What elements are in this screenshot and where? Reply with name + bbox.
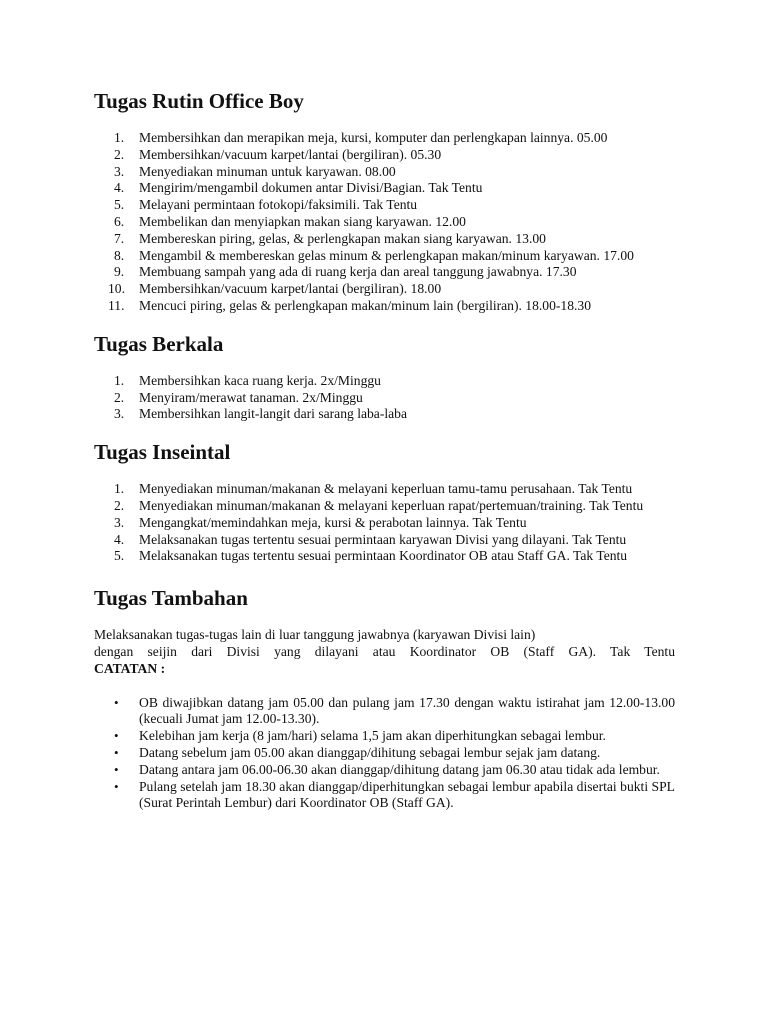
section-title-rutin: Tugas Rutin Office Boy [94, 89, 304, 113]
list-berkala [94, 373, 675, 423]
list-item: • Datang antara jam 06.00-06.30 akan dianggap/dihitung datang jam 06.30 atau tidak ada lembur. [114, 761, 660, 777]
list-item: 7. Membereskan piring, gelas, & perlengkapan makan siang karyawan. 13.00 [114, 230, 546, 246]
list-item: 4. Melaksanakan tugas tertentu sesuai permintaan karyawan Divisi yang dilayani. Tak Tentu [114, 531, 627, 547]
bullet-icon: • [114, 728, 119, 744]
section-title-inseintal: Tugas Inseintal [94, 440, 231, 465]
catatan-label: CATATAN : [94, 660, 166, 676]
list-item: 5. Melayani permintaan fotokopi/faksimili. Tak Tentu [114, 197, 418, 213]
section-title-berkala: Tugas Berkala [94, 331, 224, 356]
bullet-icon: • [114, 744, 119, 760]
notes-list [94, 695, 675, 813]
tambahan-line-2: dengan seijin dari Divisi yang dilayani atau Koordinator OB (Staff GA). Tak Tentu [94, 643, 675, 659]
list-item: • OB diwajibkan datang jam 05.00 dan pulang jam 17.30 dengan waktu istirahat jam 12.00-13.00 (kecuali Jumat jam 12.00-13.30). [114, 694, 675, 727]
list-item: 4. Mengirim/mengambil dokumen antar Divisi/Bagian. Tak Tentu [114, 180, 483, 196]
list-item: 3. Menyediakan minuman untuk karyawan. 08.00 [114, 163, 396, 179]
list-item: • Kelebihan jam kerja (8 jam/hari) selama 1,5 jam akan diperhitungkan sebagai lembur. [114, 728, 606, 744]
list-item: 1. Menyediakan minuman/makanan & melayani keperluan tamu-tamu perusahaan. Tak Tentu [114, 481, 633, 497]
list-item: 10. Membersihkan/vacuum karpet/lantai (bergiliran). 18.00 [108, 281, 442, 297]
list-inseintal [94, 481, 675, 565]
list-item: 6. Membelikan dan menyiapkan makan siang karyawan. 12.00 [114, 213, 466, 229]
list-item: 1. Membersihkan dan merapikan meja, kursi, komputer dan perlengkapan lainnya. 05.00 [114, 130, 608, 145]
list-item: • Datang sebelum jam 05.00 akan dianggap/dihitung sebagai lembur sejak jam datang. [114, 744, 601, 760]
list-item: 3. Mengangkat/memindahkan meja, kursi & perabotan lainnya. Tak Tentu [114, 514, 527, 530]
list-item: 11. Mencuci piring, gelas & perlengkapan makan/minum lain (bergiliran). 18.00-18.30 [108, 297, 591, 313]
document-page [94, 88, 675, 812]
list-item: 3. Membersihkan langit-langit dari sarang laba-laba [114, 406, 407, 422]
list-item: 5. Melaksanakan tugas tertentu sesuai permintaan Koordinator OB atau Staff GA. Tak Tentu [114, 548, 628, 564]
list-rutin [94, 130, 675, 315]
list-item: 8. Mengambil & membereskan gelas minum & perlengkapan makan/minum karyawan. 17.00 [114, 247, 634, 263]
list-item: 9. Membuang sampah yang ada di ruang kerja dan areal tanggung jawabnya. 17.30 [114, 264, 577, 280]
bullet-icon: • [114, 761, 119, 777]
tambahan-line-1: Melaksanakan tugas-tugas lain di luar tanggung jawabnya (karyawan Divisi lain) [94, 627, 536, 643]
list-item: 2. Menyediakan minuman/makanan & melayani keperluan rapat/pertemuan/training. Tak Tentu [114, 497, 644, 513]
list-item: • Pulang setelah jam 18.30 akan dianggap/diperhitungkan sebagai lembur apabila disertai bukti SPL (Surat Perintah Lembur) dari Koordinator OB (Staff GA). [114, 778, 675, 811]
list-item: 2. Menyiram/merawat tanaman. 2x/Minggu [114, 389, 363, 405]
section-title-tambahan: Tugas Tambahan [94, 586, 248, 611]
bullet-icon: • [114, 778, 119, 794]
list-item: 1. Membersihkan kaca ruang kerja. 2x/Minggu [114, 372, 381, 388]
bullet-icon: • [114, 694, 119, 710]
list-item: 2. Membersihkan/vacuum karpet/lantai (bergiliran). 05.30 [114, 146, 442, 162]
